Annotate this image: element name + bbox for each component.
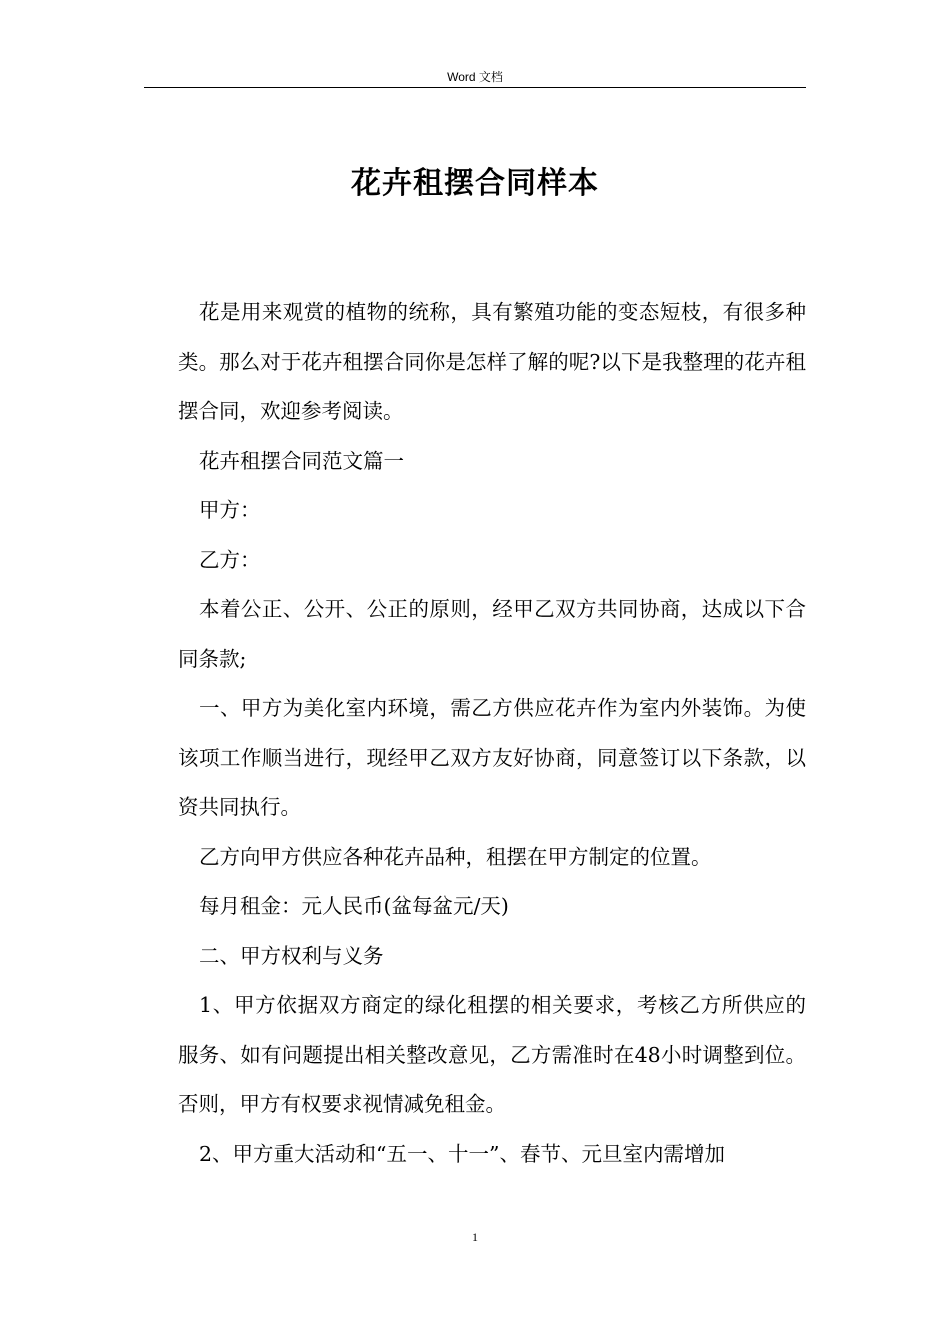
document-title: 花卉租摆合同样本 — [351, 166, 599, 201]
paragraph-supply: 乙方向甲方供应各种花卉品种，租摆在甲方制定的位置。 — [199, 844, 712, 869]
paragraph-clause-2-heading: 二、甲方权利与义务 — [199, 943, 384, 968]
page-number: 1 — [472, 1230, 478, 1244]
paragraph-principle: 本着公正、公开、公正的原则，经甲乙双方共同协商，达成以下合同条款; — [178, 597, 806, 671]
paragraph-section-heading: 花卉租摆合同范文篇一 — [199, 448, 404, 473]
document-body — [178, 288, 806, 1179]
paragraph-intro: 花是用来观赏的植物的统称，具有繁殖功能的变态短枝，有很多种类。那么对于花卉租摆合同你是怎样了解的呢?以下是我整理的花卉租摆合同，欢迎参考阅读。 — [178, 300, 806, 423]
page-header: Word 文档 — [447, 70, 503, 84]
paragraph-party-a: 甲方： — [199, 498, 261, 522]
header-divider — [144, 87, 806, 88]
paragraph-rent: 每月租金：元人民币(盆每盆元/天) — [199, 894, 509, 918]
paragraph-clause-2-2: 2、甲方重大活动和“五一、十一”、春节、元旦室内需增加 — [199, 1141, 726, 1166]
paragraph-party-b: 乙方： — [199, 547, 261, 572]
paragraph-clause-2-1: 1、甲方依据双方商定的绿化租摆的相关要求，考核乙方所供应的服务、如有问题提出相关整改意见，乙方需准时在48小时调整到位。否则，甲方有权要求视情减免租金。 — [178, 993, 806, 1116]
paragraph-clause-1: 一、甲方为美化室内环境，需乙方供应花卉作为室内外装饰。为使该项工作顺当进行，现经甲乙双方友好协商，同意签订以下条款，以资共同执行。 — [178, 696, 806, 819]
